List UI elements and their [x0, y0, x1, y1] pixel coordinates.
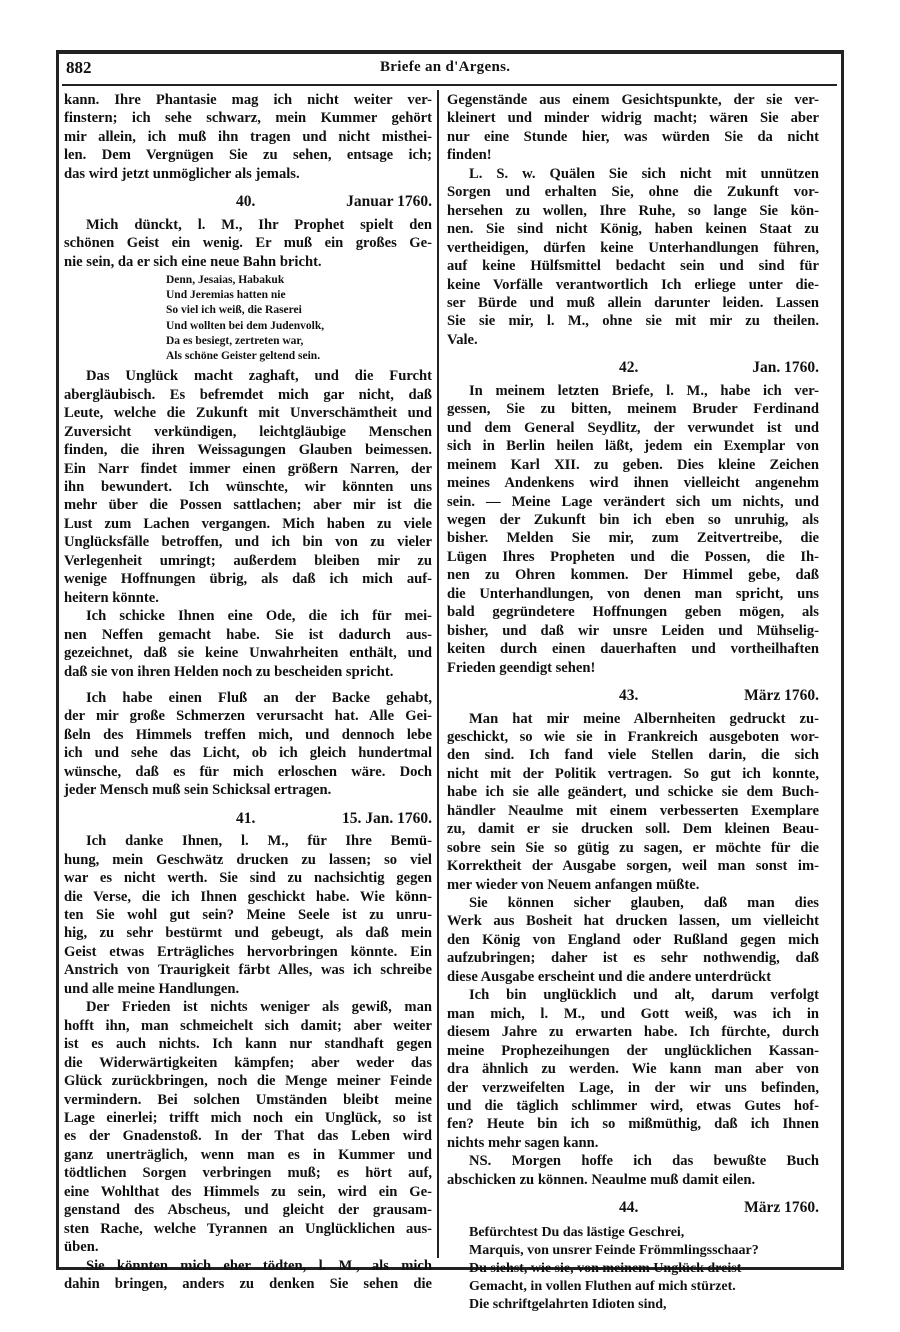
- text-line: die Unterhandlungen, von denen man spricht, uns: [447, 585, 819, 602]
- spacer: [64, 681, 432, 689]
- paragraph: [64, 689, 432, 800]
- text-line: Ich habe einen Fluß an der Backe gehabt,: [86, 690, 432, 706]
- text-line: sich in Berlin heilen läßt, jedem ein Exemplar von: [447, 438, 819, 455]
- text-line: Korrektheit der Ausgabe sorgen, weil man sonst im-: [447, 858, 819, 875]
- text-line: sobre sein Sie so gütig zu sagen, er möchte für die: [447, 839, 819, 856]
- text-line: nicht mit der Politik vertragen. So gut ich konnte,: [447, 765, 819, 782]
- text-line: Ich schicke Ihnen eine Ode, die ich für mei-: [86, 608, 432, 625]
- header-rule: [62, 84, 837, 86]
- text-line: sein. — Meine Lage verändert sich um nichts, und: [447, 493, 819, 510]
- text-line: finden!: [447, 147, 492, 164]
- text-line: daß sie von ihren Helden noch zu bescheiden spricht.: [64, 663, 394, 680]
- page-header: [62, 58, 837, 82]
- text-line: hig, zu sehr bestürmt und gebeugt, als daß mein: [64, 925, 432, 942]
- text-line: Sie sie mir, l. M., ohne sie mit mir zu theilen.: [447, 313, 819, 330]
- text-line: Vale.: [447, 331, 478, 348]
- text-line: NS. Morgen hoffe ich das bewußte Buch: [469, 1153, 819, 1170]
- text-line: meinem Karl XII. zu geben. Dies kleine Zeichen: [447, 456, 819, 473]
- verse: [447, 1224, 819, 1314]
- text-line: gezeichnet, daß sie keine Unwahrheiten enthält, und: [64, 645, 432, 662]
- text-line: die Widerwärtigkeiten kämpfen; aber weder das: [64, 1054, 432, 1071]
- text-line: Anstrich von Traurigkeit färbt Alles, was ich schreibe: [64, 962, 432, 979]
- text-line: aufzubringen; daher ist es sehr nothwendig, daß: [447, 950, 819, 967]
- text-line: Der Frieden ist nichts weniger als gewiß, man: [86, 999, 432, 1016]
- text-line: bisher, und daß wir unsre Leiden und Mühselig-: [447, 622, 819, 639]
- text-line: dra ähnlich zu werden. Wie kann man aber von: [447, 1061, 819, 1078]
- paragraph: [447, 986, 819, 1152]
- text-line: dahin bringen, anders zu denken Sie sehen die: [64, 1276, 432, 1293]
- verse: [64, 273, 432, 364]
- verse-line: Die schriftgelahrten Idioten sind,: [469, 1296, 667, 1312]
- text-line: sten Rache, welche Tyrannen an Unglücklichen aus-: [64, 1220, 432, 1237]
- text-line: meines Andenkens wird ihnen vielleicht angenehm: [447, 475, 819, 492]
- text-line: Gegenstände aus einem Gesichtspunkte, der sie ver-: [447, 92, 819, 108]
- text-line: ich und sehe das Licht, ob ich gleich hundertmal: [64, 745, 432, 762]
- text-line: L. S. w. Quälen Sie sich nicht mit unnützen: [469, 165, 819, 182]
- verse-line: Denn, Jesaias, Habakuk: [166, 274, 285, 287]
- text-line: zu, damit er sie drucken soll. Dem kleinen Beau-: [447, 821, 819, 838]
- text-line: Mich dünckt, l. M., Ihr Prophet spielt den: [86, 216, 432, 233]
- text-line: Glück zurückbringen, noch die Menge meiner Feinde: [64, 1073, 432, 1090]
- verse-line: Als schöne Geister geltend sein.: [166, 350, 321, 363]
- text-line: der mir große Schmerzen verursacht hat. Alle Gei-: [64, 708, 432, 725]
- text-line: kann. Ihre Phantasie mag ich nicht weiter ver-: [64, 92, 432, 108]
- letter-heading: [64, 193, 432, 211]
- text-line: und die täglich schlimmer wird, etwas Gutes hof-: [447, 1098, 819, 1115]
- letter-date: März 1760.: [744, 687, 819, 705]
- paragraph: [447, 91, 819, 165]
- text-line: ganz unerträglich, wenn man es in Kummer und: [64, 1146, 432, 1163]
- text-line: nichts mehr sagen kann.: [447, 1134, 599, 1151]
- paragraph: [447, 894, 819, 986]
- text-line: die Verse, die ich Ihnen geschickt habe. Wie könn-: [64, 888, 432, 905]
- text-line: In meinem letzten Briefe, l. M., habe ich ver-: [469, 382, 819, 399]
- paragraph: [447, 1152, 819, 1189]
- text-line: Lage einerlei; trifft mich noch ein Unglück, so ist: [64, 1109, 432, 1126]
- text-line: auf keine Hülfsmittel bedacht sein und sind für: [447, 258, 819, 275]
- running-title: Briefe an d'Argens.: [380, 59, 511, 75]
- letter-number: 41.: [236, 809, 256, 827]
- paragraph: [64, 832, 432, 998]
- text-line: Ein Narr findet immer einen größern Narren, der: [64, 460, 432, 477]
- text-line: Verlegenheit umringt; außerdem bleiben mir zu: [64, 552, 432, 569]
- text-line: nen Neffen gemacht habe. Sie ist dadurch aus-: [64, 626, 432, 643]
- text-line: wenige Hoffnungen übrig, als daß ich mich auf-: [64, 571, 432, 588]
- text-line: meine Prophezeihungen der unglücklichen Kassan-: [447, 1042, 819, 1059]
- page-number: 882: [66, 58, 92, 77]
- text-line: das wird jetzt unmöglicher als jemals.: [64, 165, 300, 182]
- text-line: abergläubisch. Es befremdet mich gar nicht, daß: [64, 386, 432, 403]
- verse-line: Marquis, von unsrer Feinde Frömmlingsschaar?: [469, 1242, 759, 1258]
- letter-date: Jan. 1760.: [752, 359, 819, 377]
- paragraph: [447, 165, 819, 350]
- text-line: abschicken zu können. Neaulme muß damit eilen.: [447, 1171, 756, 1188]
- text-line: nen. Sie sind nicht König, haben keinen Staat zu: [447, 221, 819, 238]
- text-line: und alle meine Handlungen.: [64, 980, 240, 997]
- letter-date: Januar 1760.: [346, 193, 432, 211]
- text-line: bisher. Melden Sie mir, zum Zeitvertreibe, die: [447, 530, 819, 547]
- verse-line: Und wollten bei dem Judenvolk,: [166, 319, 325, 332]
- verse-line: Befürchtest Du das lästige Geschrei,: [469, 1224, 685, 1240]
- text-line: geschickt, so wie sie in Frankreich ausgeboten wor-: [447, 728, 819, 745]
- text-line: Geist etwas Erträgliches hervorbringen könnte. Ein: [64, 943, 432, 960]
- text-line: Sie können sicher glauben, daß man dies: [469, 895, 819, 912]
- text-line: ser Bürde und muß allein darunter leiden. Lassen: [447, 294, 819, 311]
- text-line: jeder Mensch muß sein Schicksal ertragen.: [64, 782, 332, 799]
- text-line: händler Neaulme mit einem verbesserten Exemplare: [447, 802, 819, 819]
- text-line: hung, mein Geschwätz drucken zu lassen; so viel: [64, 851, 432, 868]
- text-line: heitern könnte.: [64, 589, 159, 606]
- verse-line: Und Jeremias hatten nie: [166, 289, 286, 302]
- paragraph: [64, 1257, 432, 1294]
- text-line: tödtlichen Sorgen verbringen muß; es hört auf,: [64, 1165, 432, 1182]
- text-line: gessen, Sie zu bitten, meinem Bruder Ferdinand: [447, 401, 819, 418]
- text-line: mehr über die Possen sattlachen; aber mir ist die: [64, 497, 432, 514]
- text-line: ten Sie wohl gut sein? Meine Seele ist zu unru-: [64, 906, 432, 923]
- text-line: wünsche, daß es für mich erloschen wäre. Doch: [64, 763, 432, 780]
- text-line: kleinert und minder widrig macht; wären Sie aber: [447, 110, 819, 127]
- text-line: nen zu Ohren kommen. Der Himmel gebe, daß: [447, 567, 819, 584]
- text-line: keine Vorfälle verantwortlich Ich erliege unter die-: [447, 276, 819, 293]
- right-column: [447, 91, 819, 1317]
- column-divider: [437, 90, 439, 1258]
- text-line: ßeln des Himmels treffen mich, und dennoch lebe: [64, 726, 432, 743]
- text-line: vertheidigen, dürfen keine Unterhandlungen führen,: [447, 239, 819, 256]
- letter-heading: [447, 1199, 819, 1217]
- text-line: Frieden geendigt sehen!: [447, 659, 596, 676]
- text-line: eine Wohlthat des Himmels zu sein, wird ein Ge-: [64, 1183, 432, 1200]
- letter-number: 40.: [236, 193, 256, 211]
- letter-heading: [64, 810, 432, 828]
- letter-heading: [447, 687, 819, 705]
- letter-date: März 1760.: [744, 1199, 819, 1217]
- left-column: [64, 91, 432, 1294]
- text-line: habe ich sie alle geändert, und schicke sie dem Buch-: [447, 784, 819, 801]
- text-line: mer wieder von Neuem anfangen müßte.: [447, 876, 700, 893]
- paragraph: [64, 607, 432, 681]
- text-line: diese Ausgabe erscheint und die andere unterdrückt: [447, 968, 772, 985]
- text-line: Leute, welche die Zukunft mit Unverschämtheit und: [64, 405, 432, 422]
- text-line: finstern; ich sehe schwarz, mein Kummer gehört: [64, 110, 432, 127]
- text-line: Ich danke Ihnen, l. M., für Ihre Bemü-: [86, 833, 432, 850]
- text-line: üben.: [64, 1239, 99, 1256]
- text-line: ist es auch nichts. Ich kann nur standhaft gegen: [64, 1036, 432, 1053]
- paragraph: [64, 998, 432, 1256]
- text-line: ihn bewundert. Ich wünschte, wir könnten uns: [64, 479, 432, 496]
- letter-number: 44.: [619, 1199, 639, 1217]
- text-line: diesem Jahre zu erwarten habe. Ich fürchte, durch: [447, 1024, 819, 1041]
- text-line: Zuversicht verkündigen, leichtgläubige Menschen: [64, 423, 432, 440]
- text-line: Sorgen und erhalten Sie, ohne die Zukunft vor-: [447, 184, 819, 201]
- text-line: und dem General Seydlitz, der verwundet ist und: [447, 419, 819, 436]
- text-line: man mich, l. M., und Gott weiß, was ich in: [447, 1005, 819, 1022]
- text-line: war es nicht werth. Sie sind zu nachsichtig gegen: [64, 870, 432, 887]
- paragraph: [447, 710, 819, 895]
- text-line: nur eine Stunde hier, was würden Sie da nicht: [447, 128, 819, 145]
- letter-number: 43.: [619, 687, 639, 705]
- text-line: Sie könnten mich eher tödten, l. M., als mich: [86, 1257, 432, 1274]
- text-line: vermindern. Bei solchen Umständen bleibt meine: [64, 1091, 432, 1108]
- text-line: wegen der Zukunft bin ich eben so unruhig, als: [447, 511, 819, 528]
- paragraph: [64, 91, 432, 183]
- text-line: mir allein, ich muß ihn tragen und nicht misthei-: [64, 128, 432, 145]
- text-line: es der Gnadenstoß. In der That das Leben wird: [64, 1128, 432, 1145]
- paragraph: [64, 367, 432, 607]
- text-line: Unglücksfälle betroffen, und ich bin von zu vieler: [64, 534, 432, 551]
- verse-line: Gemacht, in vollen Fluthen auf mich stürzet.: [469, 1278, 736, 1294]
- text-line: schönen Geist ein wenig. Er muß ein großes Ge-: [64, 235, 432, 252]
- verse-line: Du siehst, wie sie, von meinem Unglück dreist: [469, 1260, 742, 1276]
- text-line: genstand des Abscheus, und gleicht der grausam-: [64, 1202, 432, 1219]
- verse-line: So viel ich weiß, die Raserei: [166, 304, 302, 317]
- verse-line: Da es besiegt, zertreten war,: [166, 334, 304, 347]
- text-line: Lust zum Lachen vergangen. Mich haben zu viele: [64, 515, 432, 532]
- text-line: hersehen zu wollen, Ihre Ruhe, so lange Sie kön-: [447, 202, 819, 219]
- text-line: der verzweifelten Lage, in der wir uns befinden,: [447, 1079, 819, 1096]
- text-line: Lügen Ihres Propheten und die Possen, die Ih-: [447, 548, 819, 565]
- text-line: den König von England oder Rußland gegen mich: [447, 931, 819, 948]
- text-line: bald gegründetere Hoffnungen geben mögen, als: [447, 604, 819, 621]
- paragraph: [64, 216, 432, 271]
- text-line: Werk aus Bosheit hat drucken lassen, um vielleicht: [447, 913, 819, 930]
- text-line: finden, die ihren Weissagungen Glauben beimessen.: [64, 442, 432, 459]
- text-line: len. Dem Vergnügen Sie zu sehen, entsage ich;: [64, 147, 432, 164]
- letter-heading: [447, 359, 819, 377]
- text-line: fen? Heute bin ich so mißmüthig, daß ich Ihnen: [447, 1116, 819, 1133]
- letter-date: 15. Jan. 1760.: [342, 809, 432, 827]
- text-line: den sind. Ich fand viele Stellen darin, die sich: [447, 747, 819, 764]
- letter-number: 42.: [619, 359, 639, 377]
- text-line: nie sein, da er sich eine neue Bahn bricht.: [64, 253, 322, 270]
- text-line: hofft ihn, man schmeichelt sich damit; aber weiter: [64, 1017, 432, 1034]
- paragraph: [447, 382, 819, 677]
- text-line: keiten durch einen dauerhaften und vortheilhaften: [447, 641, 819, 658]
- text-line: Das Unglück macht zaghaft, und die Furcht: [86, 368, 432, 385]
- text-line: Man hat mir meine Albernheiten gedruckt zu-: [469, 710, 819, 727]
- text-line: Ich bin unglücklich und alt, darum verfolgt: [469, 987, 819, 1004]
